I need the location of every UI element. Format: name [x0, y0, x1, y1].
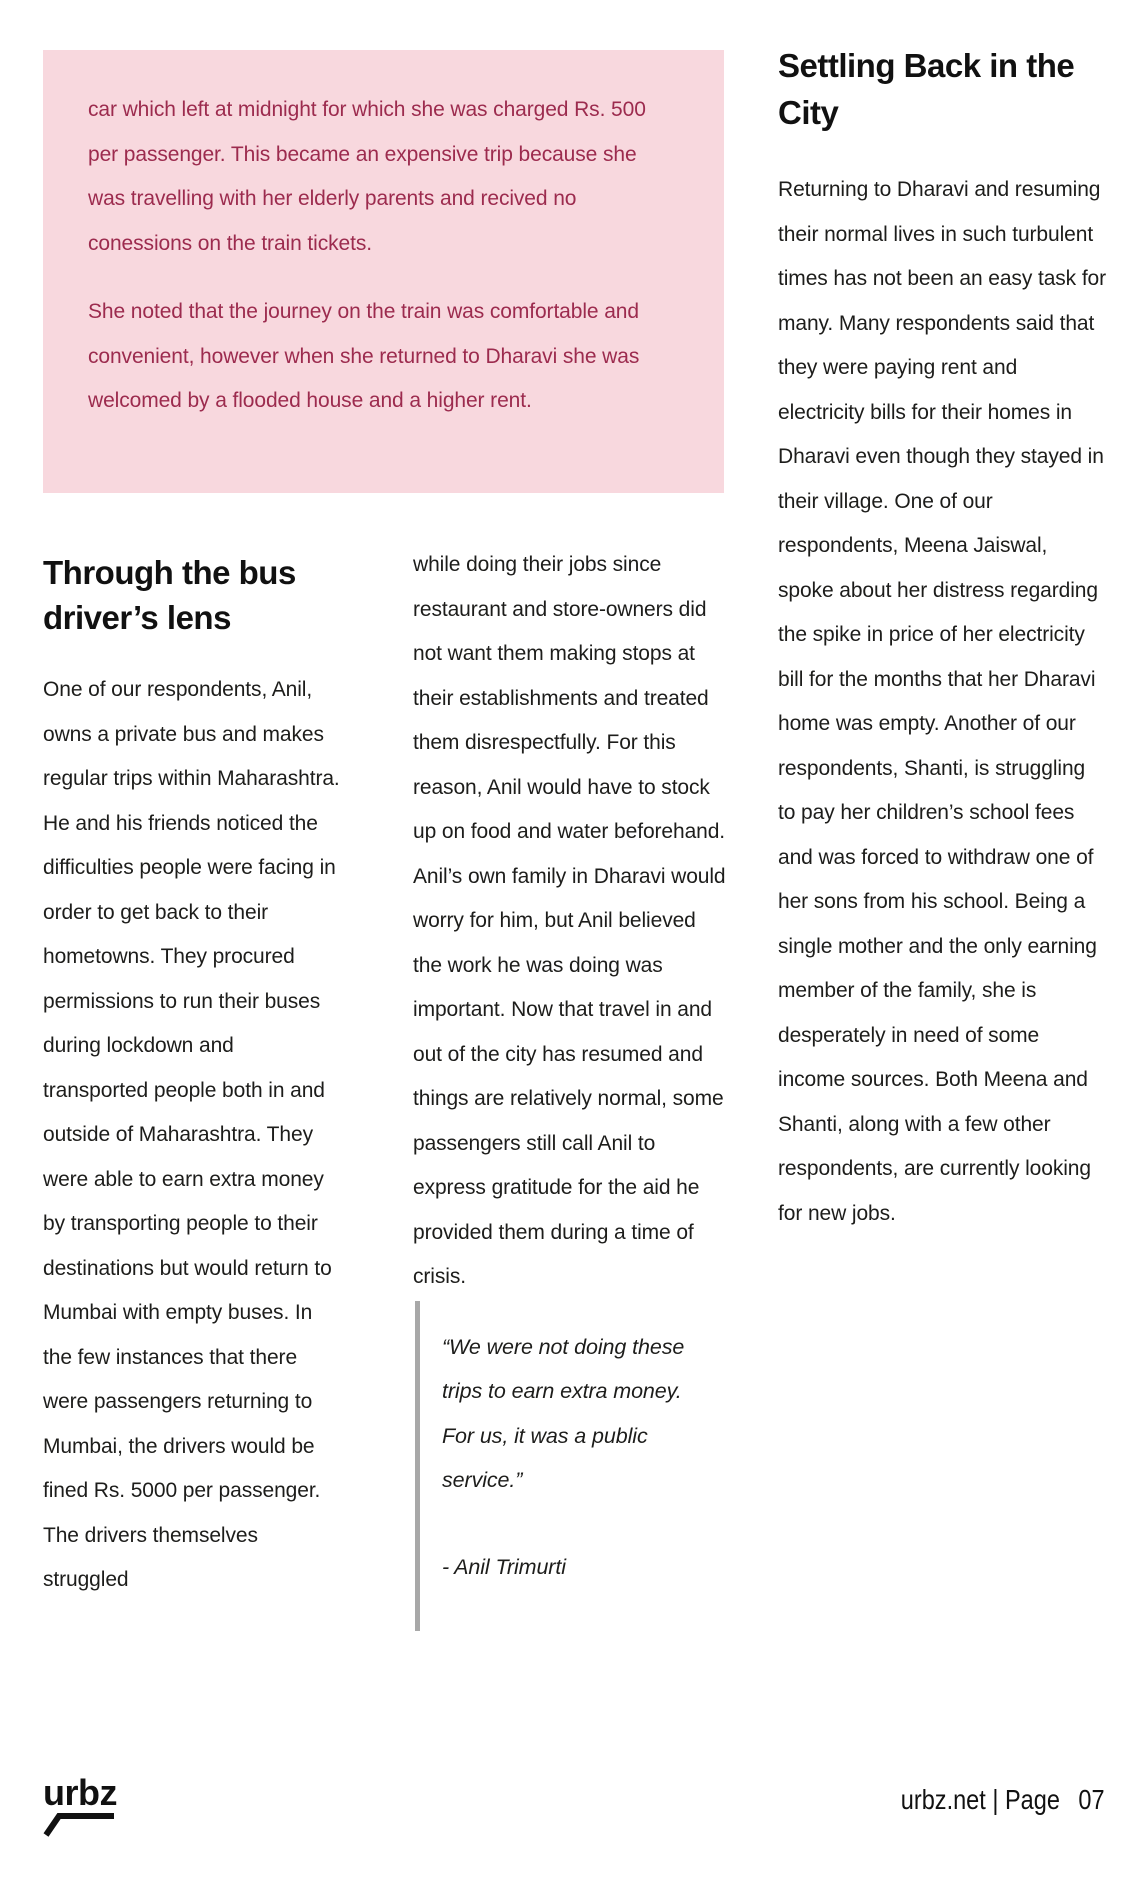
- right-column-paragraph: Returning to Dharavi and resuming their normal lives in such turbulent times has not been an easy task for many. Many respondents said that they were paying rent and electricity bills for their homes in Dharavi even though they stayed in their village. One of our respondents, Meena Jaiswal, spoke about her distress regarding the spike in price of her electricity bill for the months that her Dharavi home was empty. Another of our respondents, Shanti, is struggling to pay her children’s school fees and was forced to withdraw one of her sons from his school. Being a single mother and the only earning member of the family, she is desperately in need of some income sources. Both Meena and Shanti, along with a few other respondents, are currently looking for new jobs.: [778, 178, 1107, 1225]
- middle-column-paragraph: while doing their jobs since restaurant and store-owners did not want them making stops at their establishments and treated them disrespectfully. For this reason, Anil would have to stock up on food and water beforehand. Anil’s own family in Dharavi would worry for him, but Anil believed the work he was doing was important. Now that travel in and out of the city has resumed and things are relatively normal, some passengers still call Anil to express gratitude for the aid he provided them during a time of crisis.: [413, 553, 726, 1288]
- footer-pagination: [901, 1784, 1105, 1816]
- pull-quote-attribution: - Anil Trimurti: [442, 1554, 566, 1579]
- left-column-heading: Through the bus driver’s lens: [43, 554, 296, 636]
- footer-page-number: 07: [1078, 1784, 1105, 1815]
- footer-site-label: urbz.net | Page: [901, 1784, 1061, 1815]
- left-column: [43, 550, 341, 1603]
- urbz-logo: [43, 1772, 133, 1838]
- left-column-paragraph: One of our respondents, Anil, owns a private bus and makes regular trips within Maharashtra. He and his friends noticed the difficulties people were facing in order to get back to their hometowns. They procured permissions to run their buses during lockdown and transported people both in and outside of Maharashtra. They were able to earn extra money by transporting people to their destinations but would return to Mumbai with empty buses. In the few instances that there were passengers returning to Mumbai, the drivers would be fined Rs. 5000 per passenger. The drivers themselves struggled: [43, 678, 340, 1591]
- highlight-paragraph: She noted that the journey on the train was comfortable and convenient, however when she returned to Dharavi she was welcomed by a flooded house and a higher rent.: [88, 300, 640, 412]
- urbz-logo-text: urbz: [43, 1772, 117, 1813]
- right-column: [778, 42, 1108, 1236]
- pull-quote: [415, 1301, 729, 1632]
- right-column-heading: Settling Back in the City: [778, 47, 1075, 131]
- middle-column: [413, 543, 729, 1631]
- urbz-logo-mark-icon: [43, 1812, 117, 1838]
- highlight-box: [43, 50, 724, 493]
- highlight-paragraph: car which left at midnight for which she was charged Rs. 500 per passenger. This became an expensive trip because she was travelling with her elderly parents and recived no conessions on the train tickets.: [88, 98, 646, 255]
- pull-quote-text: “We were not doing these trips to earn extra money. For us, it was a public service.”: [442, 1334, 685, 1492]
